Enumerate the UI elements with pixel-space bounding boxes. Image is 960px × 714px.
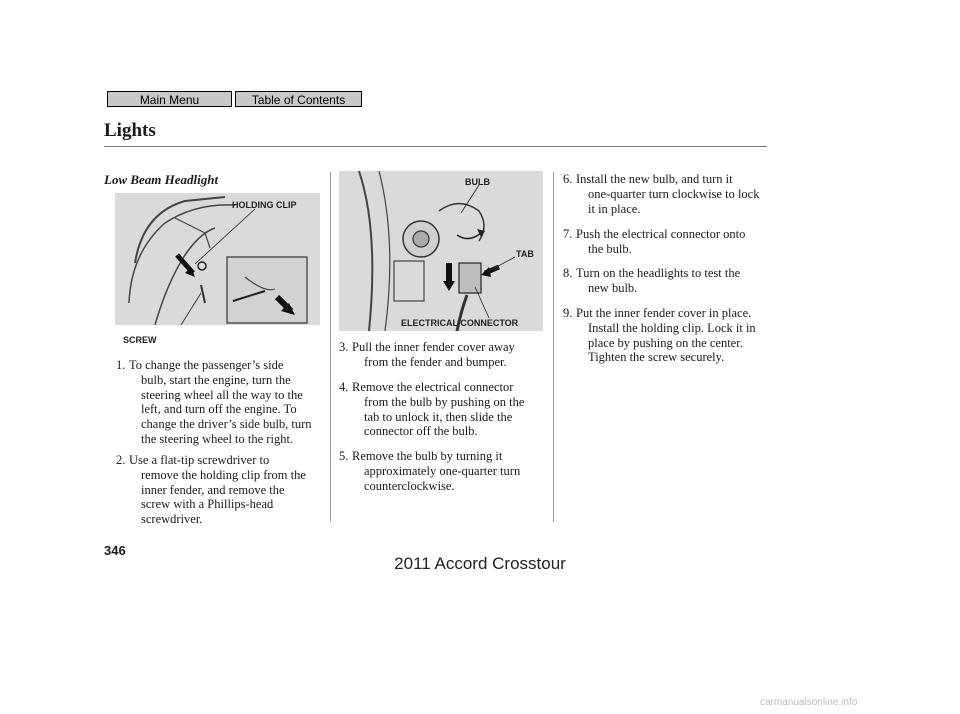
step-text: tab to unlock it, then slide the — [364, 409, 513, 424]
step-text: Turn on the headlights to test the — [576, 266, 741, 280]
step-text: remove the holding clip from the — [141, 467, 306, 482]
step-number: 9. — [563, 306, 573, 320]
column-divider-1 — [330, 172, 331, 522]
step-text: To change the passenger’s side — [129, 358, 284, 372]
step-7 — [563, 227, 745, 257]
step-text: Put the inner fender cover in place. — [576, 306, 752, 320]
step-8 — [563, 266, 740, 296]
step-text: Pull the inner fender cover away — [352, 340, 515, 354]
step-text: change the driver’s side bulb, turn — [141, 417, 312, 432]
step-text: it in place. — [588, 201, 641, 216]
step-text: bulb, start the engine, turn the — [141, 372, 291, 387]
step-9 — [563, 306, 756, 365]
step-number: 3. — [339, 340, 349, 354]
section-title: Low Beam Headlight — [104, 172, 219, 187]
step-number: 4. — [339, 380, 349, 394]
step-text: Remove the electrical connector — [352, 380, 514, 394]
step-text: Push the electrical connector onto — [576, 227, 746, 241]
step-4 — [339, 380, 524, 439]
step-number: 7. — [563, 227, 573, 241]
electrical-connector-callout: ELECTRICAL CONNECTOR — [401, 318, 519, 328]
title-divider — [104, 146, 767, 147]
page-number: 346 — [104, 543, 126, 558]
watermark: carmanualsonline.info — [760, 697, 858, 708]
screw-callout: SCREW — [123, 335, 157, 345]
column-divider-2 — [553, 172, 554, 522]
bulb-callout: BULB — [465, 177, 490, 187]
bulb-connector-illustration — [339, 171, 543, 331]
step-text: from the bulb by pushing on the — [364, 394, 525, 409]
step-text: new bulb. — [588, 280, 638, 295]
holding-clip-figure — [115, 193, 320, 325]
step-text: left, and turn off the engine. To — [141, 402, 297, 417]
electrical-connector-figure — [339, 171, 543, 331]
step-text: one-quarter turn clockwise to lock — [588, 186, 760, 201]
step-6 — [563, 172, 759, 216]
step-text: Install the new bulb, and turn it — [576, 172, 733, 186]
step-1 — [116, 358, 312, 447]
holding-clip-illustration — [115, 193, 320, 325]
step-text: connector off the bulb. — [364, 424, 478, 439]
tab-callout: TAB — [516, 249, 534, 259]
step-text: Tighten the screw securely. — [588, 350, 725, 365]
holding-clip-callout: HOLDING CLIP — [232, 200, 297, 210]
step-5 — [339, 449, 520, 493]
page-title: Lights — [104, 120, 156, 141]
step-text: place by pushing on the center. — [588, 335, 743, 350]
step-2 — [116, 453, 306, 527]
main-menu-button[interactable]: Main Menu — [107, 91, 232, 107]
step-number: 8. — [563, 266, 573, 280]
step-text: screw with a Phillips-head — [141, 497, 274, 512]
step-text: from the fender and bumper. — [364, 354, 507, 369]
step-text: steering wheel all the way to the — [141, 387, 303, 402]
step-number: 5. — [339, 449, 349, 463]
step-text: Install the holding clip. Lock it in — [588, 320, 756, 335]
step-number: 1. — [116, 358, 126, 372]
step-text: screwdriver. — [141, 512, 203, 527]
step-text: Use a flat-tip screwdriver to — [129, 453, 270, 467]
table-of-contents-button[interactable]: Table of Contents — [235, 91, 362, 107]
step-number: 2. — [116, 453, 126, 467]
step-text: inner fender, and remove the — [141, 482, 285, 497]
step-number: 6. — [563, 172, 573, 186]
step-3 — [339, 340, 515, 370]
step-text: counterclockwise. — [364, 478, 455, 493]
step-text: approximately one-quarter turn — [364, 463, 521, 478]
footer-title: 2011 Accord Crosstour — [394, 554, 566, 573]
step-text: Remove the bulb by turning it — [352, 449, 503, 463]
step-text: the steering wheel to the right. — [141, 431, 294, 446]
step-text: the bulb. — [588, 241, 632, 256]
